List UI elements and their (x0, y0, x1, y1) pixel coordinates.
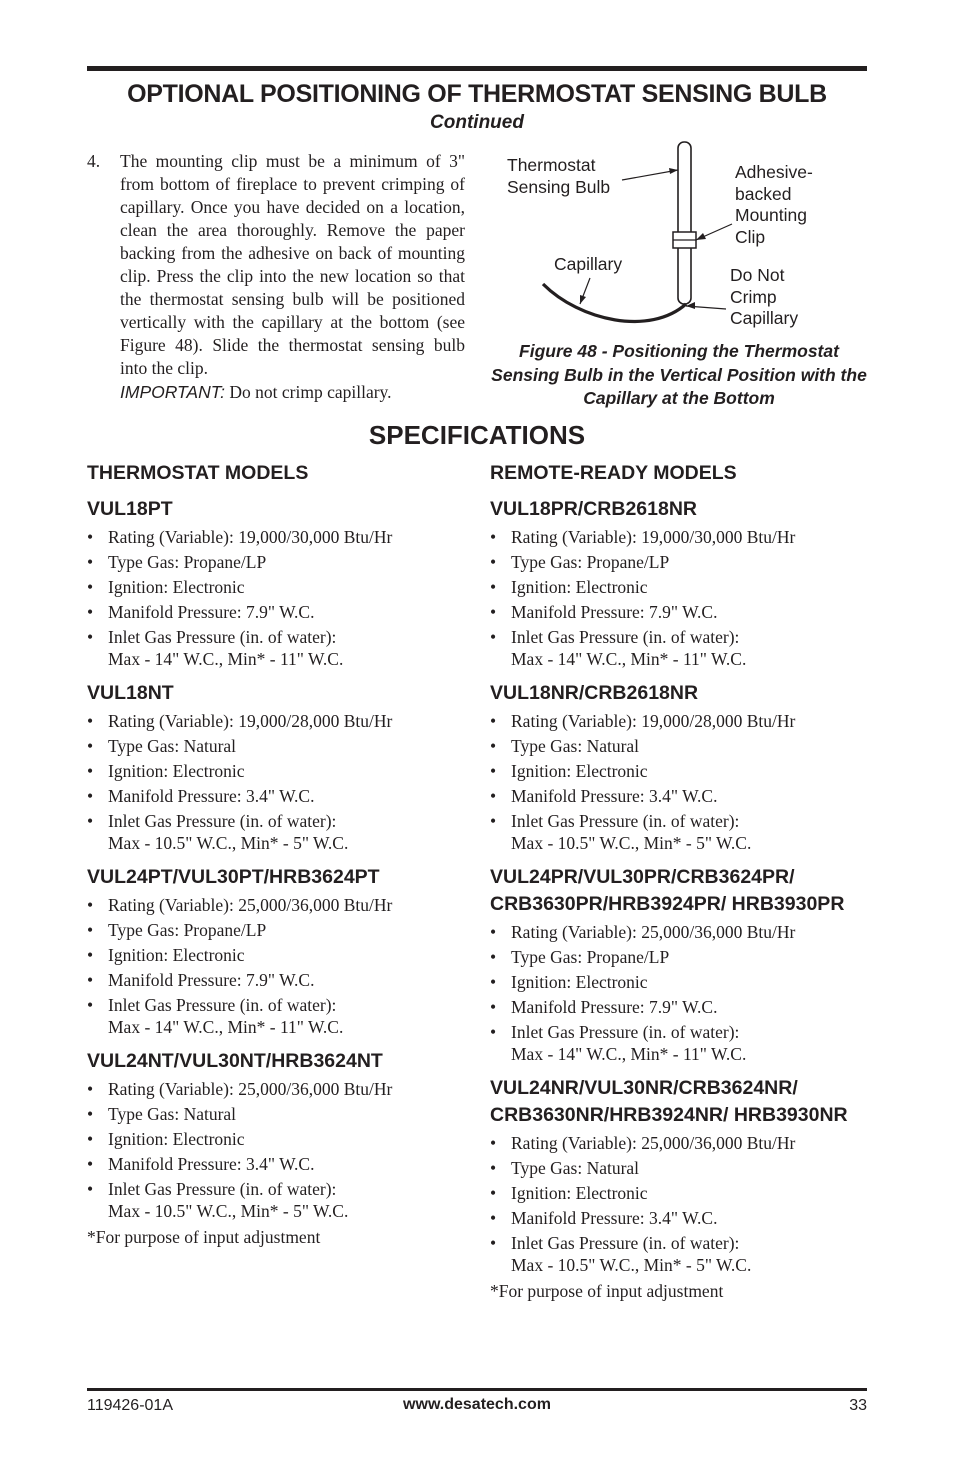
spec-list (87, 1078, 462, 1222)
spec-item: • Inlet Gas Pressure (in. of water): Max - 14" W.C., Min* - 11" W.C. (490, 626, 865, 670)
spec-list (490, 710, 865, 854)
spec-item: • Rating (Variable): 25,000/36,000 Btu/Hr (490, 921, 865, 943)
spec-item: • Rating (Variable): 25,000/36,000 Btu/Hr (87, 1078, 462, 1100)
spec-item: • Manifold Pressure: 7.9" W.C. (87, 601, 462, 623)
model-name: VUL24NT/VUL30NT/HRB3624NT (87, 1050, 383, 1072)
label-mounting-clip: Adhesive-backed Mounting Clip (735, 162, 813, 247)
header-rule (87, 66, 867, 71)
label-capillary: Capillary (554, 254, 623, 274)
page-number: 33 (849, 1397, 867, 1414)
page-title: OPTIONAL POSITIONING OF THERMOSTAT SENSING BULB (127, 80, 827, 108)
model-name: VUL24PR/VUL30PR/CRB3624PR/ CRB3630PR/HRB3924PR/ HRB3930PR (490, 866, 845, 915)
spec-item: • Rating (Variable): 19,000/28,000 Btu/Hr (490, 710, 865, 732)
spec-item: • Inlet Gas Pressure (in. of water): Max - 14" W.C., Min* - 11" W.C. (87, 626, 462, 670)
spec-item: • Manifold Pressure: 3.4" W.C. (87, 785, 462, 807)
sensing-bulb (678, 142, 691, 304)
remote-ready-models-column (490, 462, 865, 1302)
model-name: VUL24PT/VUL30PT/HRB3624PT (87, 866, 380, 888)
important-text: Do not crimp capillary. (225, 382, 392, 402)
spec-item: • Manifold Pressure: 3.4" W.C. (490, 1207, 865, 1229)
page-subtitle: Continued (430, 112, 524, 133)
spec-list (490, 1132, 865, 1276)
spec-list (490, 921, 865, 1065)
website-link[interactable]: www.desatech.com (403, 1396, 551, 1413)
footer-rule (87, 1388, 867, 1391)
spec-item: • Rating (Variable): 25,000/36,000 Btu/Hr (490, 1132, 865, 1154)
spec-item: • Ignition: Electronic (490, 1182, 865, 1204)
spec-item: • Rating (Variable): 19,000/30,000 Btu/Hr (490, 526, 865, 548)
spec-item: • Type Gas: Propane/LP (490, 551, 865, 573)
spec-item: • Inlet Gas Pressure (in. of water): Max - 14" W.C., Min* - 11" W.C. (87, 994, 462, 1038)
figure-48 (500, 136, 860, 336)
model-name: VUL18PT (87, 498, 173, 520)
footnote: *For purpose of input adjustment (490, 1281, 724, 1301)
spec-item: • Ignition: Electronic (87, 576, 462, 598)
model-name: VUL18NT (87, 682, 174, 704)
spec-item: • Inlet Gas Pressure (in. of water): Max - 14" W.C., Min* - 11" W.C. (490, 1021, 865, 1065)
spec-item: • Type Gas: Propane/LP (87, 551, 462, 573)
instruction-step (87, 150, 465, 404)
spec-item: • Ignition: Electronic (87, 1128, 462, 1150)
footnote: *For purpose of input adjustment (87, 1227, 321, 1247)
spec-item: • Manifold Pressure: 7.9" W.C. (87, 969, 462, 991)
thermostat-models-heading: THERMOSTAT MODELS (87, 462, 309, 484)
spec-item: • Inlet Gas Pressure (in. of water): Max - 10.5" W.C., Min* - 5" W.C. (490, 1232, 865, 1276)
label-do-not-crimp: Do Not Crimp Capillary (730, 265, 799, 328)
spec-item: • Ignition: Electronic (87, 760, 462, 782)
spec-item: • Inlet Gas Pressure (in. of water): Max - 10.5" W.C., Min* - 5" W.C. (490, 810, 865, 854)
document-number: 119426-01A (87, 1397, 173, 1414)
spec-item: • Rating (Variable): 19,000/30,000 Btu/Hr (87, 526, 462, 548)
step-number: 4. (87, 151, 101, 171)
model-name: VUL18NR/CRB2618NR (490, 682, 699, 704)
thermostat-models-column (87, 462, 462, 1248)
spec-list (490, 526, 865, 670)
spec-item: • Type Gas: Propane/LP (87, 919, 462, 941)
spec-item: • Type Gas: Natural (490, 1157, 865, 1179)
spec-item: • Type Gas: Propane/LP (490, 946, 865, 968)
label-sensing-bulb: Thermostat Sensing Bulb (507, 155, 611, 197)
step-text: The mounting clip must be a minimum of 3" from bottom of fireplace to prevent crimping of capillary. Once you have decided on a location, clean the area thoroughly. Remove the paper backing from the adhesive on back of mounting clip. Press the clip into the new location so that the thermostat sensing bulb will be positioned vertically with the capillary at the bottom (see Figure 48). Slide the thermostat sensing bulb into the clip. (120, 151, 465, 378)
spec-item: • Manifold Pressure: 7.9" W.C. (490, 601, 865, 623)
spec-item: • Ignition: Electronic (490, 971, 865, 993)
spec-item: • Manifold Pressure: 3.4" W.C. (490, 785, 865, 807)
spec-list (87, 894, 462, 1038)
spec-item: • Inlet Gas Pressure (in. of water): Max - 10.5" W.C., Min* - 5" W.C. (87, 1178, 462, 1222)
spec-item: • Type Gas: Natural (87, 1103, 462, 1125)
spec-list (87, 526, 462, 670)
figure-caption: Figure 48 - Positioning the Thermostat Sensing Bulb in the Vertical Position with the Capillary at the Bottom (491, 341, 867, 408)
model-name: VUL18PR/CRB2618NR (490, 498, 697, 520)
spec-item: • Rating (Variable): 19,000/28,000 Btu/Hr (87, 710, 462, 732)
spec-item: • Type Gas: Natural (490, 735, 865, 757)
spec-item: • Inlet Gas Pressure (in. of water): Max - 10.5" W.C., Min* - 5" W.C. (87, 810, 462, 854)
remote-ready-models-heading: REMOTE-READY MODELS (490, 462, 737, 484)
spec-item: • Manifold Pressure: 7.9" W.C. (490, 996, 865, 1018)
spec-item: • Ignition: Electronic (87, 944, 462, 966)
important-note (120, 381, 465, 404)
important-label: IMPORTANT: (120, 382, 225, 402)
spec-item: • Manifold Pressure: 3.4" W.C. (87, 1153, 462, 1175)
spec-item: • Rating (Variable): 25,000/36,000 Btu/Hr (87, 894, 462, 916)
spec-item: • Ignition: Electronic (490, 760, 865, 782)
capillary-line (543, 284, 686, 321)
spec-item: • Ignition: Electronic (490, 576, 865, 598)
spec-item: • Type Gas: Natural (87, 735, 462, 757)
specifications-title: SPECIFICATIONS (368, 420, 586, 450)
spec-list (87, 710, 462, 854)
model-name: VUL24NR/VUL30NR/CRB3624NR/ CRB3630NR/HRB3924NR/ HRB3930NR (490, 1077, 848, 1126)
